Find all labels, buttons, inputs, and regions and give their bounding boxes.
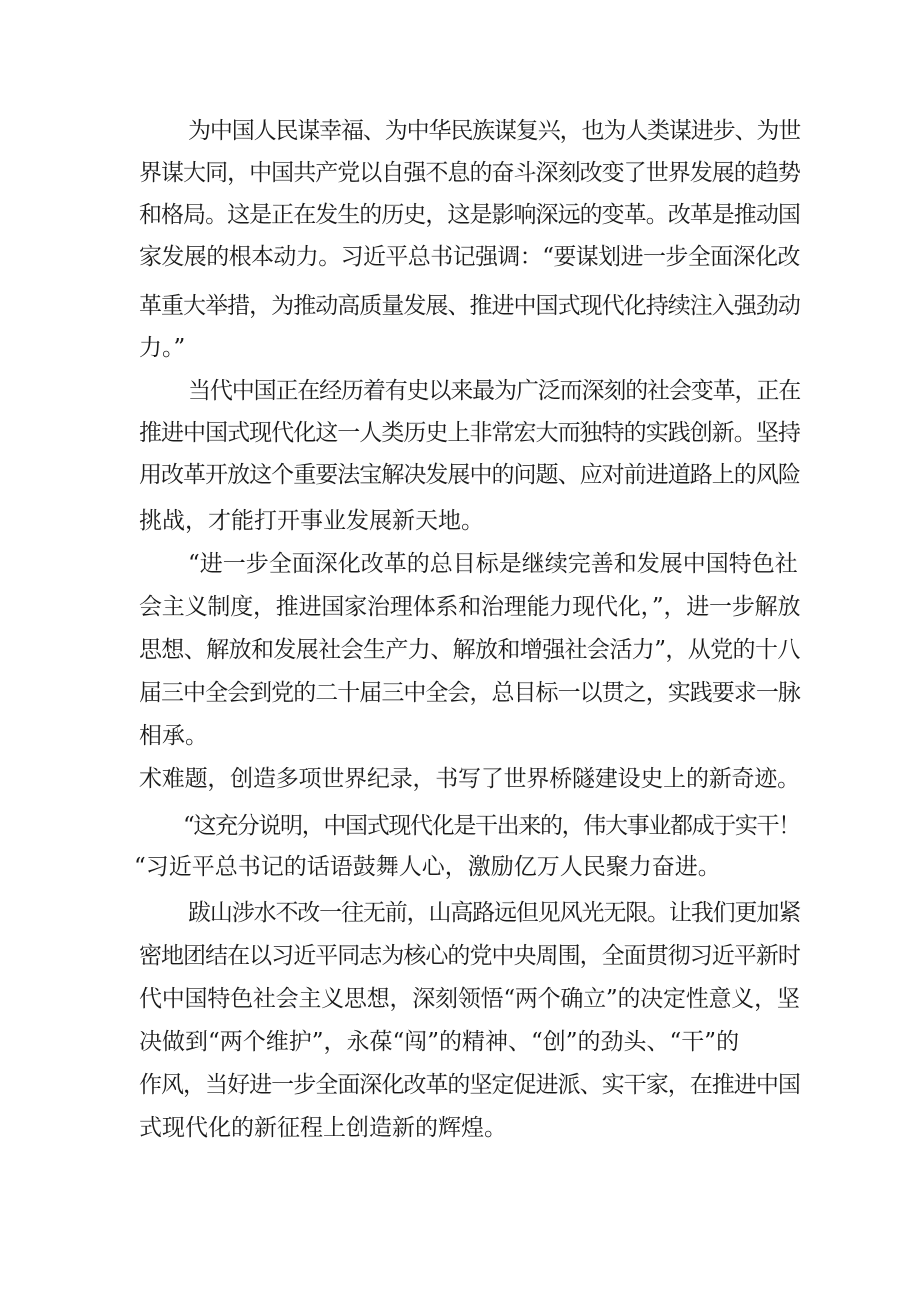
paragraph-3-line-1: “进一步全面深化改革的总目标是继续完善和发展中国特色社 — [188, 551, 798, 577]
paragraph-1-line-1: 为中国人民谋幸福、为中华民族谋复兴，也为人类谋进步、为世 — [188, 118, 801, 144]
paragraph-2-line-4: 挑战，才能打开事业发展新天地。 — [139, 508, 484, 534]
paragraph-5-line-2: “习近平总书记的话语鼓舞人心，激励亿万人民聚力奋进。 — [134, 854, 721, 880]
paragraph-3-line-3: 思想、解放和发展社会生产力、解放和增强社会活力”，从党的十八 — [139, 637, 800, 663]
paragraph-6-line-3: 代中国特色社会主义思想，深刻领悟“两个确立”的决定性意义，坚 — [139, 986, 800, 1012]
paragraph-1-line-2: 界谋大同，中国共产党以自强不息的奋斗深刻改变了世界发展的趋势 — [139, 160, 800, 186]
paragraph-6-line-1: 跋山涉水不改一往无前，山高路远但见风光无限。让我们更加紧 — [188, 900, 801, 926]
paragraph-6-line-2: 密地团结在以习近平同志为核心的党中央周围，全面贯彻习近平新时 — [139, 943, 800, 969]
paragraph-5-line-1: “这充分说明，中国式现代化是干出来的，伟大事业都成于实干！ — [183, 813, 800, 839]
paragraph-1-line-3: 和格局。这是正在发生的历史，这是影响深远的变革。改革是推动国 — [139, 202, 800, 228]
paragraph-6-line-5: 作风，当好进一步全面深化改革的坚定促进派、实干家，在推进中国 — [139, 1072, 800, 1098]
paragraph-2-line-2: 推进中国式现代化这一人类历史上非常宏大而独特的实践创新。坚持 — [139, 420, 800, 446]
paragraph-3-line-5: 相承。 — [139, 723, 208, 749]
paragraph-2-line-1: 当代中国正在经历着有史以来最为广泛而深刻的社会变革，正在 — [188, 378, 801, 404]
paragraph-6-line-4: 决做到“两个维护”，永葆“闯”的精神、“创”的劲头、“干”的 — [139, 1029, 740, 1055]
paragraph-1-line-5: 革重大举措，为推动高质量发展、推进中国式现代化持续注入强劲动 — [139, 293, 800, 319]
paragraph-2-line-3: 用改革开放这个重要法宝解决发展中的问题、应对前进道路上的风险 — [139, 462, 800, 488]
paragraph-3-line-2: 会主义制度，推进国家治理体系和治理能力现代化，”，进一步解放 — [139, 594, 801, 620]
paragraph-1-line-6: 力。” — [139, 335, 186, 361]
paragraph-6-line-6: 式现代化的新征程上创造新的辉煌。 — [139, 1115, 507, 1141]
paragraph-3-line-4: 届三中全会到党的二十届三中全会，总目标一以贯之，实践要求一脉 — [139, 680, 800, 706]
paragraph-4-line-1: 术难题，创造多项世界纪录，书写了世界桥隧建设史上的新奇迹。 — [139, 766, 800, 792]
paragraph-1-line-4: 家发展的根本动力。习近平总书记强调：“要谋划进一步全面深化改 — [139, 244, 800, 270]
